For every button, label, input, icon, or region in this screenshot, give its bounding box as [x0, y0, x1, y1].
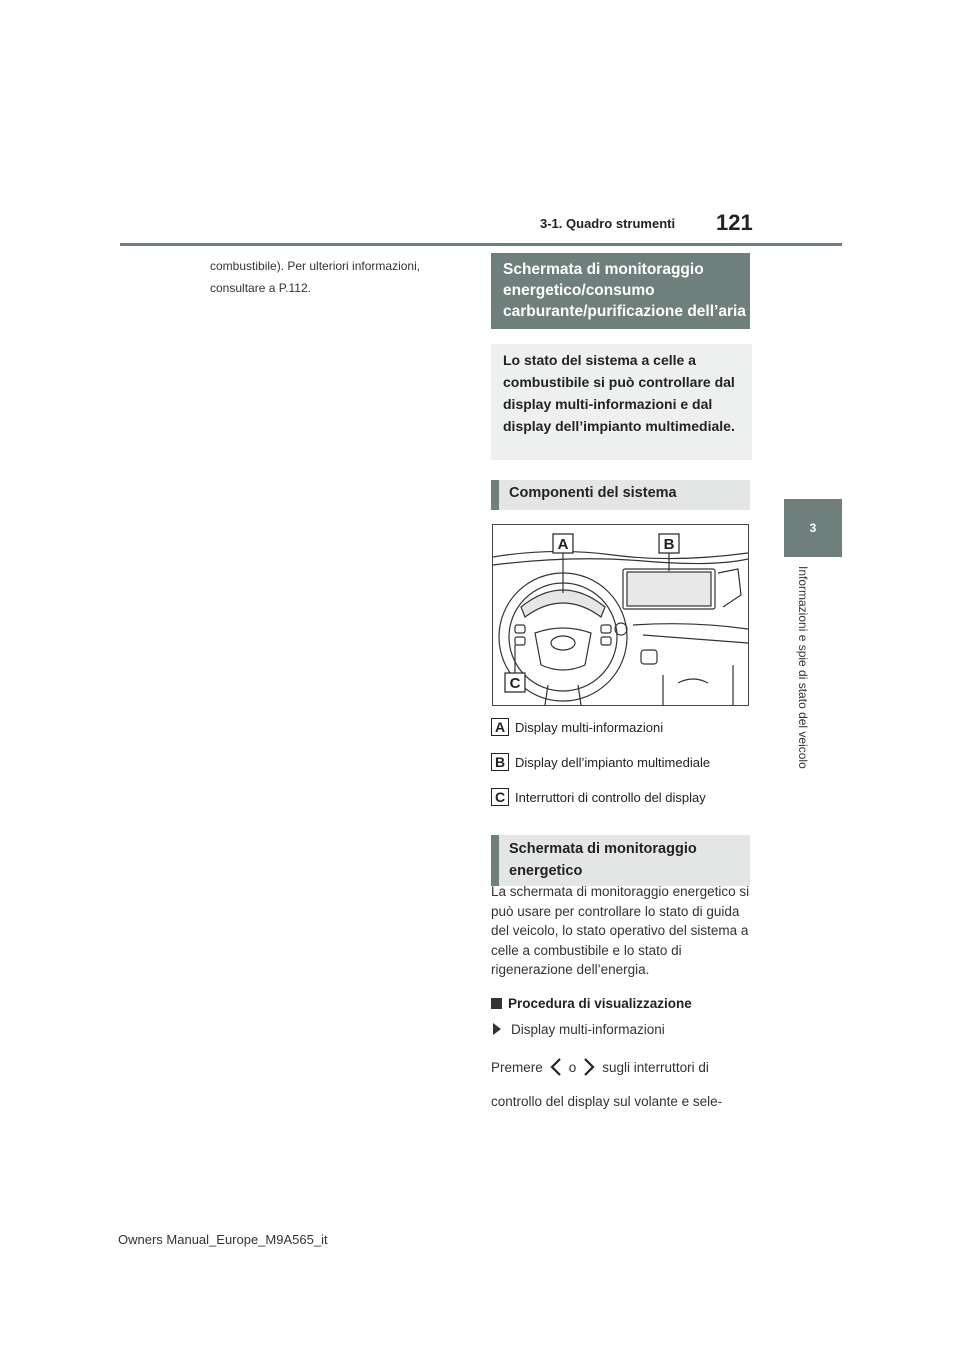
procedure-heading-text: Procedura di visualizzazione: [508, 996, 692, 1011]
callout-b: [659, 534, 679, 553]
arrow-item-text: Display multi-informazioni: [511, 1022, 665, 1037]
continuation-line: controllo del display sul volante e sele-: [491, 1094, 723, 1109]
chapter-tab: [784, 499, 842, 557]
arrow-item: [491, 1022, 665, 1037]
procedure-heading: [491, 996, 692, 1011]
legend-key-a: A: [491, 718, 509, 736]
press-suffix: sugli interruttori di: [602, 1059, 709, 1075]
press-prefix: Premere: [491, 1059, 543, 1075]
components-heading: Componenti del sistema: [491, 480, 750, 510]
chapter-number: 3: [809, 521, 817, 535]
callout-c-label: C: [509, 675, 521, 692]
square-bullet-icon: [491, 998, 502, 1009]
legend-text-a: Display multi-informazioni: [515, 719, 664, 735]
left-column-text: combustibile). Per ulteriori informazioni, consultare a P.112.: [210, 259, 421, 295]
energy-monitor-heading: Schermata di monitoraggio energetico: [491, 835, 750, 886]
main-heading: Schermata di monitoraggio energetico/consumo carburante/purificazione dell’aria: [491, 253, 750, 329]
legend-text-b: Display dell’impianto multimediale: [515, 754, 711, 770]
legend-item-b: [491, 751, 710, 773]
legend-item-a: [491, 716, 663, 738]
callout-a-label: A: [557, 536, 569, 553]
callout-c: [505, 673, 525, 692]
section-title: 3-1. Quadro strumenti: [540, 216, 676, 231]
dashboard-figure: [492, 524, 749, 706]
legend-key-b: B: [491, 753, 509, 771]
chevron-left-icon: [549, 1057, 563, 1077]
callout-b-label: B: [663, 536, 675, 553]
triangle-bullet-icon: [493, 1023, 501, 1035]
press-instruction: [491, 1057, 709, 1077]
legend-key-c: C: [491, 788, 509, 806]
dashboard-illustration: [493, 525, 748, 705]
legend-item-c: [491, 786, 706, 808]
intro-box: Lo stato del sistema a celle a combustibile si può controllare dal display multi-informazioni e dal display dell’impianto multimediale.: [491, 344, 752, 460]
legend-text-c: Interruttori di controllo del display: [515, 789, 706, 805]
page-number: 121: [716, 210, 753, 235]
header-rule: [120, 243, 842, 246]
press-or: o: [568, 1059, 577, 1075]
callout-a: [553, 534, 573, 553]
footer-label: Owners Manual_Europe_M9A565_it: [118, 1232, 328, 1247]
energy-monitor-paragraph: La schermata di monitoraggio energetico si può usare per controllare lo stato di guida del veicolo, lo stato operativo del sistema a celle a combustibile e lo stato di rigenerazione dell’energia.: [491, 884, 750, 977]
chevron-right-icon: [582, 1057, 596, 1077]
chapter-label: Informazioni e spie di stato del veicolo: [796, 566, 810, 769]
